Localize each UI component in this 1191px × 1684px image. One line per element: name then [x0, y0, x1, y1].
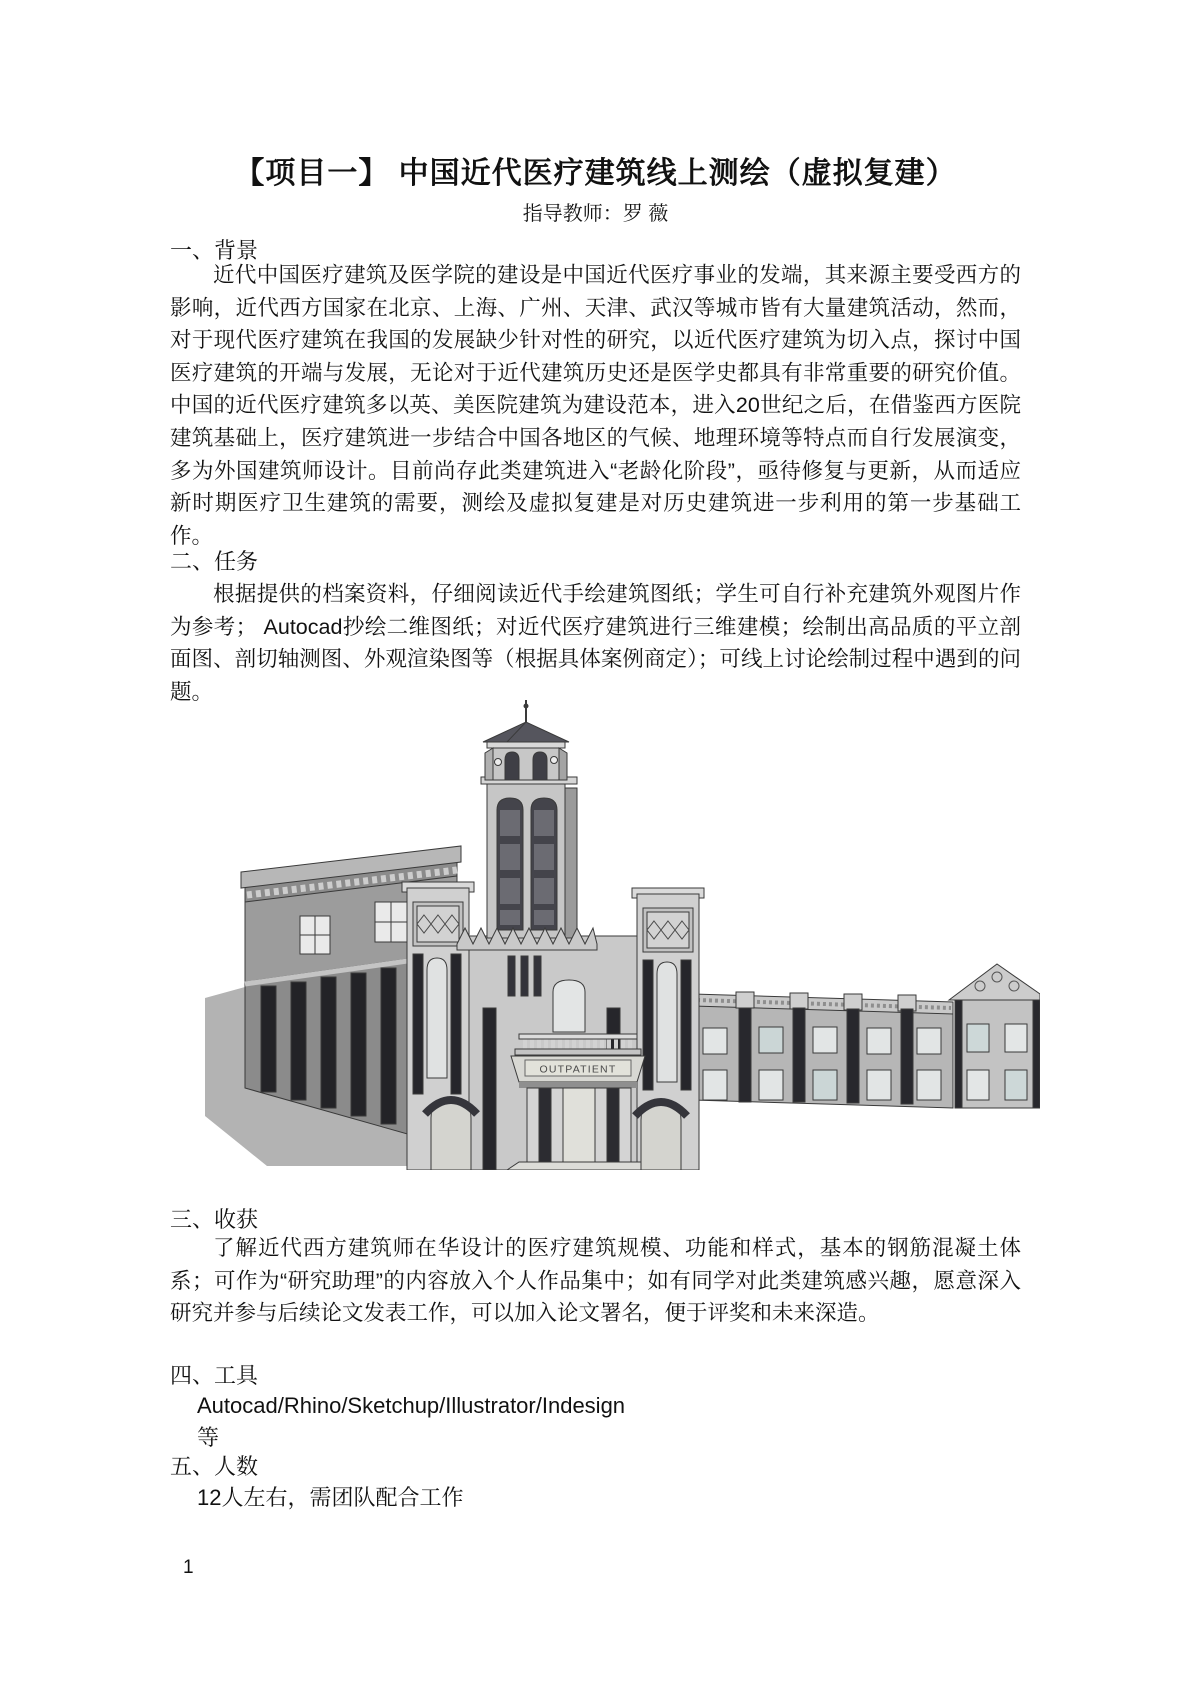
paragraph-task: 根据提供的档案资料，仔细阅读近代手绘建筑图纸；学生可自行补充建筑外观图片作为参考； Autocad抄绘二维图纸；对近代医疗建筑进行三维建模；绘制出高品质的平立剖面图、剖切轴测图、外观渲染图等（根据具体案例商定）；可线上讨论绘制过程中遇到的问题。 [170, 582, 1021, 704]
outpatient-sign-text: OUTPATIENT [539, 1063, 617, 1076]
section-heading-task: 二、任务 [170, 549, 259, 574]
side-doorway-left [425, 1098, 477, 1170]
cupola [483, 700, 569, 780]
page-number: 1 [183, 1557, 194, 1578]
doc-title: 【项目一】 中国近代医疗建筑线上测绘（虚拟复建） [234, 157, 957, 191]
people-line: 12人左右，需团队配合工作 [197, 1485, 464, 1510]
advisor-line: 指导教师：罗 薇 [522, 203, 669, 225]
side-doorway-right [635, 1100, 687, 1170]
entrance [507, 1034, 653, 1170]
paragraph-background: 近代中国医疗建筑及医学院的建设是中国近代医疗事业的发端，其来源主要受西方的影响，近代西方国家在北京、上海、广州、天津、武汉等城市皆有大量建筑活动，然而，对于现代医疗建筑在我国的发展缺少针对性的研究，以近代医疗建筑为切入点，探讨中国医疗建筑的开端与发展，无论对于近代建筑历史还是医学史都具有非常重要的研究价值。中国的近代医疗建筑多以英、美医院建筑为建设范本，进入20世纪之后，在借鉴西方医院建筑基础上，医疗建筑进一步结合中国各地区的气候、地理环境等特点而自行发展演变，多为外国建筑师设计。目前尚存此类建筑进入“老龄化阶段”，亟待修复与更新，从而适应新时期医疗卫生建筑的需要，测绘及虚拟复建是对历史建筑进一步利用的第一步基础工作。 [170, 263, 1021, 548]
tools-line: Autocad/Rhino/Sketchup/Illustrator/Indesign [197, 1393, 626, 1418]
tools-line-etc: 等 [197, 1425, 220, 1450]
right-wing [693, 964, 1040, 1108]
battlement-crown [457, 928, 597, 950]
tower [457, 777, 597, 950]
central-block [402, 700, 704, 1170]
section-heading-people: 五、人数 [170, 1454, 259, 1479]
paragraph-harvest: 了解近代西方建筑师在华设计的医疗建筑规模、功能和样式，基本的钢筋混凝土体系；可作为“研究助理”的内容放入个人作品集中；如有同学对此类建筑感兴趣，愿意深入研究并参与后续论文发表工作，可以加入论文署名，便于评奖和未来深造。 [170, 1236, 1021, 1326]
hospital-3d-render-figure [205, 698, 1040, 1170]
section-heading-tools: 四、工具 [170, 1363, 259, 1388]
section-heading-background: 一、背景 [170, 238, 259, 263]
hospital-3d-render [205, 698, 1040, 1170]
section-heading-harvest: 三、收获 [170, 1207, 259, 1232]
